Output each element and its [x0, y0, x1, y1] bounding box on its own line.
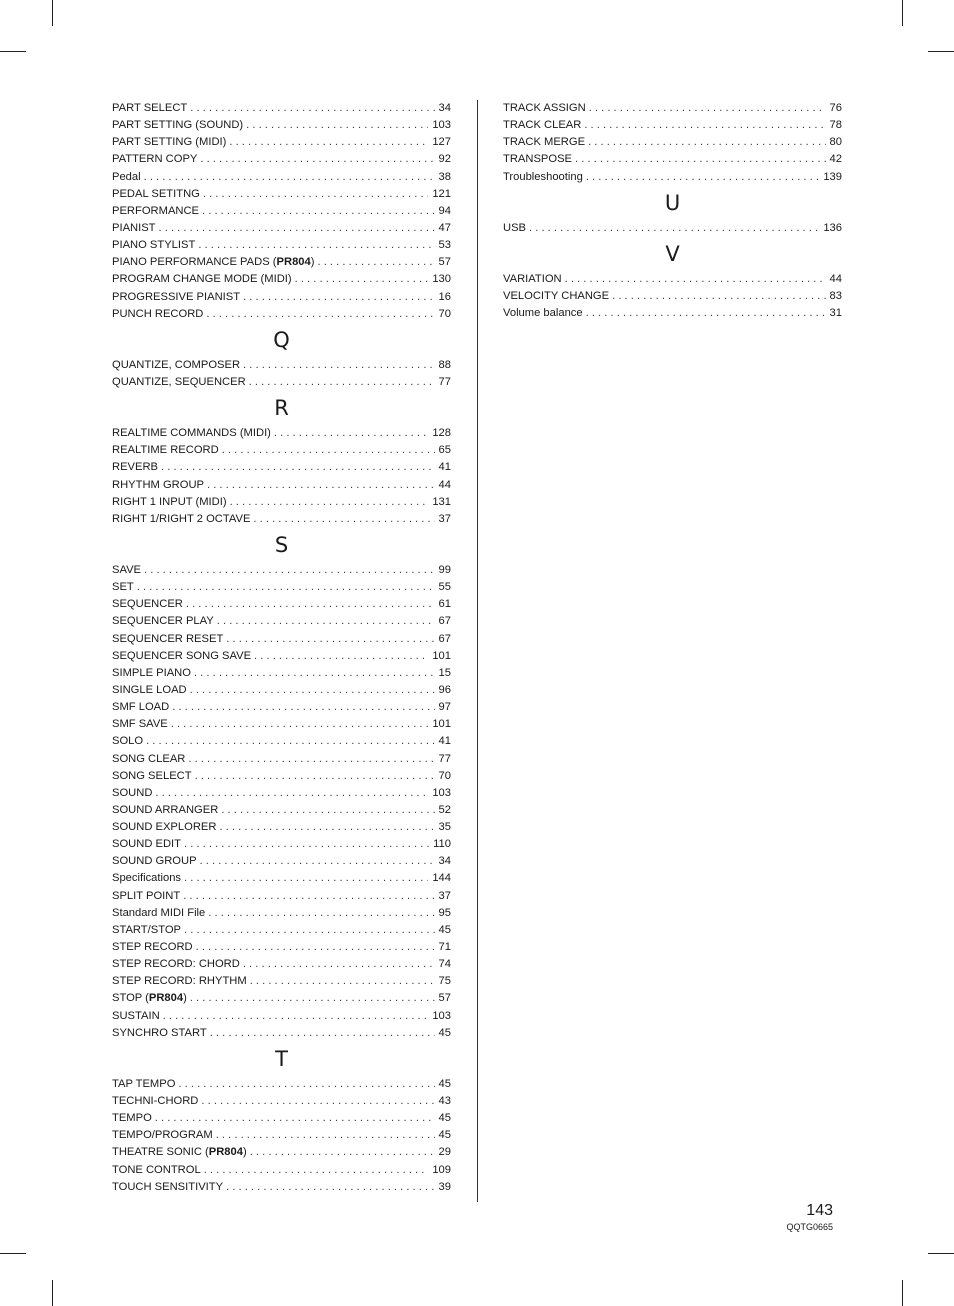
- index-page-number: 101: [432, 649, 451, 662]
- crop-mark: [52, 0, 53, 26]
- index-page-number: 45: [438, 1112, 451, 1125]
- dot-leader: [226, 631, 434, 648]
- dot-leader: [194, 665, 435, 682]
- dot-leader: [586, 169, 820, 186]
- index-term: SET: [112, 581, 134, 594]
- index-page-number: 57: [438, 256, 451, 269]
- dot-leader: [161, 459, 435, 476]
- dot-leader: [190, 990, 435, 1007]
- index-term: SYNCHRO START: [112, 1026, 207, 1039]
- dot-leader: [183, 888, 434, 905]
- index-entry: [503, 305, 842, 322]
- model-name: PR804: [276, 256, 311, 269]
- index-entry: [112, 751, 451, 768]
- index-page-number: 45: [438, 1129, 451, 1142]
- index-term: REALTIME COMMANDS (MIDI): [112, 427, 271, 440]
- dot-leader: [250, 1144, 435, 1161]
- dot-leader: [190, 682, 435, 699]
- model-name: PR804: [208, 1146, 243, 1159]
- index-letter-q: Q: [273, 327, 290, 352]
- index-term: STEP RECORD: RHYTHM: [112, 975, 247, 988]
- crop-mark: [902, 0, 903, 26]
- dot-leader: [146, 733, 434, 750]
- dot-leader: [144, 169, 435, 186]
- index-page-number: 52: [438, 803, 451, 816]
- index-page-number: 15: [438, 666, 451, 679]
- index-page-number: 53: [438, 239, 451, 252]
- index-term: Troubleshooting: [503, 170, 583, 183]
- column-divider: [477, 100, 478, 1202]
- index-term: SINGLE LOAD: [112, 683, 187, 696]
- index-term: Volume balance: [503, 307, 583, 320]
- dot-leader: [200, 151, 434, 168]
- index-term: SONG CLEAR: [112, 752, 186, 765]
- index-entry: [112, 716, 451, 733]
- index-term: PIANIST: [112, 221, 156, 234]
- dot-leader: [584, 117, 825, 134]
- index-entry: [503, 151, 842, 168]
- index-entry: [503, 117, 842, 134]
- index-page-number: 127: [432, 136, 451, 149]
- index-page-number: 34: [438, 102, 451, 114]
- dot-leader: [250, 973, 435, 990]
- dot-leader: [246, 117, 428, 134]
- index-page-number: 55: [438, 581, 451, 594]
- index-term: SIMPLE PIANO: [112, 666, 191, 679]
- index-term: SMF SAVE: [112, 718, 168, 731]
- index-page-number: 92: [438, 153, 451, 166]
- index-entry: [112, 1127, 451, 1144]
- index-page-number: 44: [829, 272, 842, 285]
- index-term: RIGHT 1/RIGHT 2 OCTAVE: [112, 512, 251, 525]
- index-entry: [112, 579, 451, 596]
- index-page-number: 78: [829, 119, 842, 132]
- index-term: RHYTHM GROUP: [112, 478, 204, 491]
- index-term: TRACK MERGE: [503, 136, 586, 149]
- dot-leader: [589, 100, 826, 117]
- index-page-number: 103: [432, 119, 451, 132]
- index-page-number: 99: [438, 563, 451, 576]
- index-term: PIANO STYLIST: [112, 239, 196, 252]
- index-entry: [112, 203, 451, 220]
- index-term: STEP RECORD: [112, 941, 193, 954]
- dot-leader: [204, 1162, 429, 1179]
- index-page-number: 96: [438, 683, 451, 696]
- index-page-number: 61: [438, 598, 451, 611]
- dot-leader: [208, 905, 434, 922]
- document-code: QQTG0665: [786, 1222, 833, 1232]
- index-entry: [112, 733, 451, 750]
- index-group-r: [112, 425, 451, 528]
- index-group-v: [503, 271, 842, 322]
- index-entry: [112, 237, 451, 254]
- index-term: REVERB: [112, 461, 159, 474]
- dot-leader: [196, 939, 435, 956]
- index-term: SEQUENCER PLAY: [112, 615, 214, 628]
- index-entry: [112, 151, 451, 168]
- index-letter-u: U: [664, 190, 681, 215]
- index-letter-s: S: [274, 532, 289, 557]
- index-page-number: 76: [829, 102, 842, 114]
- index-entry: [112, 442, 451, 459]
- index-group-q: [112, 357, 451, 391]
- index-page-number: 31: [829, 307, 842, 320]
- index-term: PEDAL SETITNG: [112, 187, 200, 200]
- index-term: PERFORMANCE: [112, 204, 200, 217]
- index-term: VARIATION: [503, 272, 562, 285]
- dot-leader: [190, 100, 434, 117]
- dot-leader: [155, 785, 428, 802]
- index-term: TONE CONTROL: [112, 1163, 201, 1176]
- index-term: SONG SELECT: [112, 769, 192, 782]
- dot-leader: [317, 254, 434, 271]
- index-entry: [112, 1008, 451, 1025]
- index-entry: [112, 956, 451, 973]
- dot-leader: [155, 1110, 435, 1127]
- dot-leader: [178, 1076, 434, 1093]
- index-entry: [112, 922, 451, 939]
- index-entry: [112, 665, 451, 682]
- index-term: PROGRAM CHANGE MODE (MIDI): [112, 273, 292, 286]
- index-entry: [112, 1179, 451, 1196]
- index-term-text: STOP (: [112, 992, 149, 1005]
- index-entry: [112, 905, 451, 922]
- dot-leader: [253, 511, 434, 528]
- dot-leader: [230, 494, 429, 511]
- index-term: PART SETTING (MIDI): [112, 136, 227, 149]
- dot-leader: [243, 956, 435, 973]
- dot-leader: [203, 186, 428, 203]
- index-term: SOUND ARRANGER: [112, 803, 219, 816]
- index-term: Pedal: [112, 170, 141, 183]
- index-entry: [112, 1162, 451, 1179]
- index-term: PART SETTING (SOUND): [112, 119, 244, 132]
- index-term: VELOCITY CHANGE: [503, 289, 610, 302]
- dot-leader: [186, 596, 435, 613]
- index-page-number: 95: [438, 906, 451, 919]
- index-term: SOUND GROUP: [112, 855, 197, 868]
- dot-leader: [217, 613, 435, 630]
- index-term: SEQUENCER: [112, 598, 183, 611]
- index-page-number: 110: [433, 838, 451, 851]
- dot-leader: [588, 134, 825, 151]
- dot-leader: [202, 203, 435, 220]
- crop-mark: [928, 51, 954, 52]
- dot-leader: [206, 306, 434, 323]
- index-term: TRACK CLEAR: [503, 119, 582, 132]
- index-entry: [112, 990, 451, 1007]
- index-page-number: 128: [432, 427, 451, 440]
- index-entry: [503, 134, 842, 151]
- index-page-number: 29: [438, 1146, 451, 1159]
- index-letter-r: R: [274, 396, 289, 421]
- index-entry: [112, 511, 451, 528]
- index-term: REALTIME RECORD: [112, 444, 219, 457]
- index-term: SUSTAIN: [112, 1009, 160, 1022]
- index-page-number: 45: [438, 1026, 451, 1039]
- index-page-number: 88: [438, 358, 451, 371]
- dot-leader: [184, 836, 429, 853]
- index-entry: [112, 100, 451, 117]
- index-entry: [112, 699, 451, 716]
- index-term: PUNCH RECORD: [112, 307, 204, 320]
- index-page-number: 121: [432, 187, 451, 200]
- dot-leader: [188, 751, 434, 768]
- index-page-number: 71: [438, 941, 451, 954]
- index-term: PROGRESSIVE PIANIST: [112, 290, 241, 303]
- index-entry: [112, 1144, 451, 1161]
- index-term: SOUND: [112, 786, 153, 799]
- index-term: TEMPO: [112, 1112, 152, 1125]
- index-entry: [112, 220, 451, 237]
- index-entry: [112, 186, 451, 203]
- dot-leader: [243, 289, 434, 306]
- dot-leader: [172, 699, 434, 716]
- index-entry: [112, 169, 451, 186]
- dot-leader: [229, 134, 428, 151]
- index-page-number: 144: [432, 872, 451, 885]
- dot-leader: [137, 579, 435, 596]
- index-entry: [112, 562, 451, 579]
- index-page-number: 39: [438, 1180, 451, 1193]
- index-entry: [503, 271, 842, 288]
- index-page-number: 70: [438, 307, 451, 320]
- index-page-number: 45: [438, 923, 451, 936]
- index-group-t: [112, 1076, 451, 1196]
- index-page-number: 74: [438, 958, 451, 971]
- index-page-number: 77: [438, 752, 451, 765]
- index-entry: [112, 459, 451, 476]
- index-term: TAP TEMPO: [112, 1077, 176, 1090]
- index-page-number: 41: [438, 461, 451, 474]
- dot-leader: [195, 768, 435, 785]
- index-entry: [112, 768, 451, 785]
- index-term: SMF LOAD: [112, 701, 170, 714]
- crop-mark: [928, 1253, 954, 1254]
- index-term: TRACK ASSIGN: [503, 102, 586, 114]
- index-entry: [112, 117, 451, 134]
- index-page-number: 43: [438, 1095, 451, 1108]
- index-entry: [112, 374, 451, 391]
- dot-leader: [529, 220, 819, 237]
- index-group-s: [112, 562, 451, 1042]
- index-page-number: 83: [829, 289, 842, 302]
- index-entry: [503, 288, 842, 305]
- index-entry: [503, 100, 842, 117]
- index-page-number: 77: [438, 375, 451, 388]
- index-page-number: 35: [438, 821, 451, 834]
- dot-leader: [295, 271, 429, 288]
- index-entry: [112, 836, 451, 853]
- index-page-number: 45: [438, 1077, 451, 1090]
- dot-leader: [222, 442, 435, 459]
- index-page-number: 57: [438, 992, 451, 1005]
- index-entry: [112, 596, 451, 613]
- index-group-t-continued: [503, 100, 842, 186]
- index-entry: [112, 494, 451, 511]
- index-term: SOUND EDIT: [112, 838, 181, 851]
- index-term-text: PIANO PERFORMANCE PADS (: [112, 256, 277, 269]
- index-entry: [503, 220, 842, 237]
- dot-leader: [221, 802, 434, 819]
- index-page-number: 94: [438, 204, 451, 217]
- index-page-number: 65: [438, 444, 451, 457]
- index-term: TEMPO/PROGRAM: [112, 1129, 213, 1142]
- index-entry: [112, 357, 451, 374]
- index-page-number: 130: [432, 273, 451, 286]
- dot-leader: [274, 425, 428, 442]
- index-entry: [112, 648, 451, 665]
- index-page-number: 41: [438, 735, 451, 748]
- index-page-number: 136: [823, 221, 842, 234]
- crop-mark: [0, 51, 26, 52]
- index-page-number: 109: [432, 1163, 451, 1176]
- index-entry: [112, 819, 451, 836]
- index-page-number: 103: [432, 1009, 451, 1022]
- index-page-number: 37: [438, 512, 451, 525]
- index-term: Specifications: [112, 872, 182, 885]
- index-term-text: ): [183, 992, 187, 1005]
- index-page-number: 38: [438, 170, 451, 183]
- index-column-right: [503, 100, 842, 322]
- index-letter-t: T: [275, 1046, 288, 1071]
- index-term-text: THEATRE SONIC (: [112, 1146, 209, 1159]
- index-entry: [112, 1093, 451, 1110]
- index-term: QUANTIZE, COMPOSER: [112, 358, 241, 371]
- index-term: PART SELECT: [112, 102, 188, 114]
- dot-leader: [226, 1179, 434, 1196]
- index-entry: [112, 802, 451, 819]
- index-page-number: 101: [432, 718, 451, 731]
- index-page-number: 97: [438, 701, 451, 714]
- index-page-number: 42: [829, 153, 842, 166]
- index-entry: [112, 785, 451, 802]
- index-term: RIGHT 1 INPUT (MIDI): [112, 495, 227, 508]
- index-page-number: 103: [432, 786, 451, 799]
- index-term: [112, 990, 190, 1007]
- index-term: SEQUENCER RESET: [112, 632, 224, 645]
- index-entry: [112, 631, 451, 648]
- index-page-number: 139: [823, 170, 842, 183]
- index-entry: [112, 1025, 451, 1042]
- index-term-text: ): [310, 256, 315, 269]
- index-term-text: ): [242, 1146, 247, 1159]
- index-entry: [112, 682, 451, 699]
- index-column-left: [112, 100, 451, 1196]
- index-entry: [112, 425, 451, 442]
- index-term: PATTERN COPY: [112, 153, 198, 166]
- index-entry: [112, 973, 451, 990]
- dot-leader: [249, 374, 435, 391]
- crop-mark: [52, 1280, 53, 1306]
- model-name: PR804: [148, 992, 184, 1005]
- index-term: QUANTIZE, SEQUENCER: [112, 375, 246, 388]
- index-group-u: [503, 220, 842, 237]
- index-term: STEP RECORD: CHORD: [112, 958, 240, 971]
- index-entry: [112, 271, 451, 288]
- index-entry: [112, 888, 451, 905]
- index-entry: [112, 254, 451, 271]
- dot-leader: [586, 305, 826, 322]
- index-term: TRANSPOSE: [503, 153, 573, 166]
- index-entry: [112, 870, 451, 887]
- index-entry: [112, 134, 451, 151]
- index-page-number: 16: [438, 290, 451, 303]
- index-page-number: 34: [438, 855, 451, 868]
- dot-leader: [171, 716, 429, 733]
- index-page-number: 131: [432, 495, 451, 508]
- dot-leader: [216, 1127, 435, 1144]
- dot-leader: [612, 288, 825, 305]
- dot-leader: [575, 151, 826, 168]
- dot-leader: [254, 648, 428, 665]
- index-page-number: 47: [438, 221, 451, 234]
- index-entry: [503, 169, 842, 186]
- index-term: SOLO: [112, 735, 144, 748]
- index-term: SAVE: [112, 563, 142, 576]
- index-page-number: 37: [438, 889, 451, 902]
- dot-leader: [207, 477, 435, 494]
- dot-leader: [210, 1025, 435, 1042]
- index-term: SEQUENCER SONG SAVE: [112, 649, 252, 662]
- index-page-number: 67: [438, 615, 451, 628]
- index-entry: [112, 853, 451, 870]
- crop-mark: [902, 1280, 903, 1306]
- dot-leader: [198, 237, 434, 254]
- index-page-number: 80: [829, 136, 842, 149]
- index-entry: [112, 1076, 451, 1093]
- index-page-number: 70: [438, 769, 451, 782]
- index-entry: [112, 613, 451, 630]
- index-entry: [112, 1110, 451, 1127]
- index-page-number: 75: [438, 975, 451, 988]
- index-term: USB: [503, 221, 527, 234]
- dot-leader: [184, 870, 428, 887]
- index-group-p: [112, 100, 451, 323]
- index-term: SOUND EXPLORER: [112, 821, 217, 834]
- dot-leader: [201, 1093, 434, 1110]
- dot-leader: [144, 562, 435, 579]
- index-term: START/STOP: [112, 923, 182, 936]
- index-term: TOUCH SENSITIVITY: [112, 1180, 224, 1193]
- index-term: [112, 1144, 250, 1161]
- index-term: TECHNI-CHORD: [112, 1095, 199, 1108]
- index-page-number: 44: [438, 478, 451, 491]
- index-page-number: 67: [438, 632, 451, 645]
- dot-leader: [243, 357, 435, 374]
- dot-leader: [159, 220, 435, 237]
- dot-leader: [163, 1008, 429, 1025]
- crop-mark: [0, 1253, 26, 1254]
- index-entry: [112, 289, 451, 306]
- dot-leader: [184, 922, 435, 939]
- index-entry: [112, 306, 451, 323]
- dot-leader: [200, 853, 435, 870]
- dot-leader: [219, 819, 434, 836]
- index-term: Standard MIDI File: [112, 906, 206, 919]
- index-entry: [112, 939, 451, 956]
- index-entry: [112, 477, 451, 494]
- page-number: 143: [806, 1202, 833, 1219]
- index-letter-v: V: [665, 241, 680, 266]
- index-term: [112, 254, 317, 271]
- dot-leader: [565, 271, 826, 288]
- index-term: SPLIT POINT: [112, 889, 181, 902]
